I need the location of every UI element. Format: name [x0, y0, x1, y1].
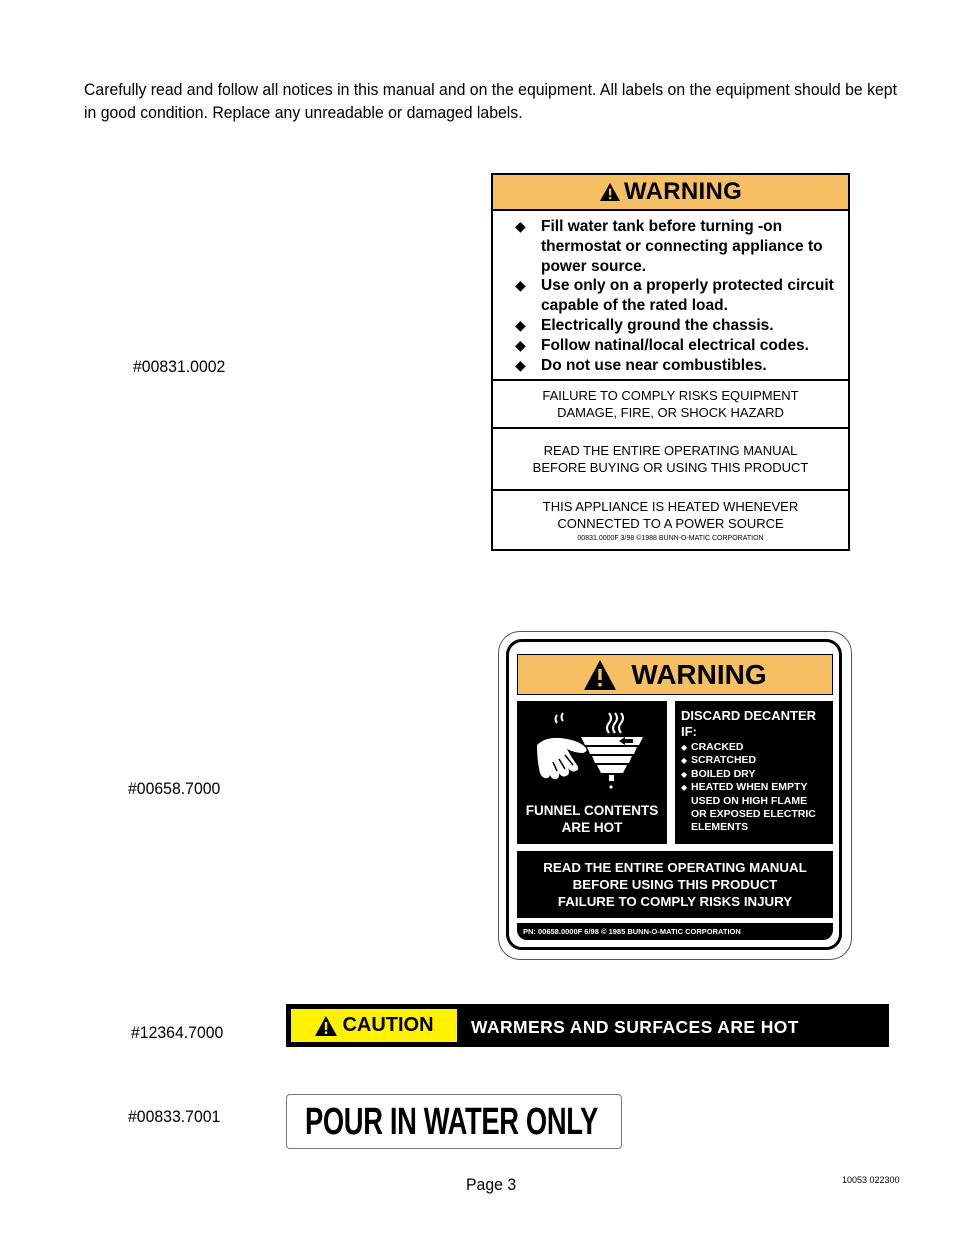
list-item-continued: OR EXPOSED ELECTRIC	[691, 808, 816, 821]
diamond-icon: ◆	[515, 356, 526, 373]
diamond-icon: ◆	[681, 743, 688, 752]
list-item: ◆ SCRATCHED	[681, 754, 757, 767]
caution-message: WARMERS AND SURFACES ARE HOT	[471, 1017, 799, 1037]
list-item: ◆ CRACKED	[681, 741, 744, 753]
label-inner-frame	[506, 639, 842, 950]
warning-label-2	[498, 631, 852, 960]
list-item: ◆ BOILED DRY	[681, 767, 756, 780]
list-item: ◆ HEATED WHEN EMPTY	[681, 781, 808, 794]
diamond-icon: ◆	[515, 336, 526, 353]
failure-notice: FAILURE TO COMPLY RISKS EQUIPMENT DAMAGE, FIRE, OR SHOCK HAZARD	[493, 381, 848, 429]
read-manual-notice: READ THE ENTIRE OPERATING MANUAL BEFORE BUYING OR USING THIS PRODUCT	[493, 429, 848, 491]
pour-water-text: POUR IN WATER ONLY	[305, 1101, 598, 1143]
list-item: ◆ Do not use near combustibles.	[515, 356, 767, 374]
warning-triangle-icon	[583, 659, 617, 691]
discard-decanter-panel: DISCARD DECANTER IF: ◆ CRACKED ◆ SCRATCHED ◆ BOILED DRY ◆ HEATED WHEN EMPTY USED ON HIGH FLAME OR EXPOSED ELECTRIC ELEMENTS	[675, 701, 833, 844]
part-number-label-4: #00833.7001	[128, 1107, 221, 1126]
warning-triangle-icon	[314, 1015, 338, 1037]
fine-print: PN: 00658.0000F 6/98 © 1985 BUNN-O-MATIC CORPORATION	[517, 923, 833, 940]
list-item: ◆ Electrically ground the chassis.	[515, 316, 774, 334]
list-item: ◆ Fill water tank before turning -on thermostat or connecting appliance to power source.	[515, 218, 823, 275]
diamond-icon: ◆	[515, 218, 526, 234]
page-number: Page 3	[466, 1175, 517, 1194]
diamond-icon: ◆	[515, 316, 526, 333]
caution-header	[291, 1009, 457, 1042]
hot-funnel-hand-icon	[535, 707, 653, 799]
read-manual-notice: READ THE ENTIRE OPERATING MANUAL BEFORE USING THIS PRODUCT FAILURE TO COMPLY RISKS INJURY	[517, 851, 833, 918]
warning-header	[517, 654, 833, 695]
warning-header-text: WARNING	[623, 178, 743, 205]
fine-print: 00831.0000F 3/98 ©1988 BUNN-O-MATIC CORPORATION	[577, 534, 764, 542]
list-item: ◆ Use only on a properly protected circuit capable of the rated load.	[515, 277, 834, 315]
discard-conditions-list	[681, 741, 833, 835]
warning-header-text: WARNING	[631, 658, 767, 690]
caution-label	[286, 1004, 889, 1047]
pour-water-label	[286, 1094, 622, 1149]
diamond-icon: ◆	[681, 756, 688, 766]
warning-bullet-list	[493, 211, 848, 381]
diamond-icon: ◆	[681, 783, 688, 793]
warning-header	[493, 175, 848, 211]
caution-header-text: CAUTION	[342, 1014, 434, 1036]
diamond-icon: ◆	[515, 277, 526, 294]
list-item: ◆ Follow natinal/local electrical codes.	[515, 336, 809, 354]
list-item-continued: ELEMENTS	[691, 821, 749, 834]
diamond-icon: ◆	[681, 769, 688, 779]
document-id: 10053 022300	[842, 1175, 900, 1185]
warning-label-1	[491, 173, 850, 551]
part-number-label-1: #00831.0002	[133, 357, 226, 376]
pictogram-caption: FUNNEL CONTENTS ARE HOT	[525, 803, 659, 835]
hot-funnel-pictogram	[517, 701, 667, 844]
heated-notice: THIS APPLIANCE IS HEATED WHENEVER CONNECTED TO A POWER SOURCE 00831.0000F 3/98 ©1988 BUNN-O-MATIC CORPORATION	[542, 498, 799, 542]
warning-triangle-icon	[599, 182, 621, 202]
intro-paragraph: Carefully read and follow all notices in this manual and on the equipment. All labels on the equipment should be kept in good condition. Replace any unreadable or damaged labels.	[84, 80, 897, 122]
part-number-label-2: #00658.7000	[128, 779, 221, 798]
part-number-label-3: #12364.7000	[131, 1023, 224, 1042]
list-item-continued: USED ON HIGH FLAME	[691, 794, 808, 807]
